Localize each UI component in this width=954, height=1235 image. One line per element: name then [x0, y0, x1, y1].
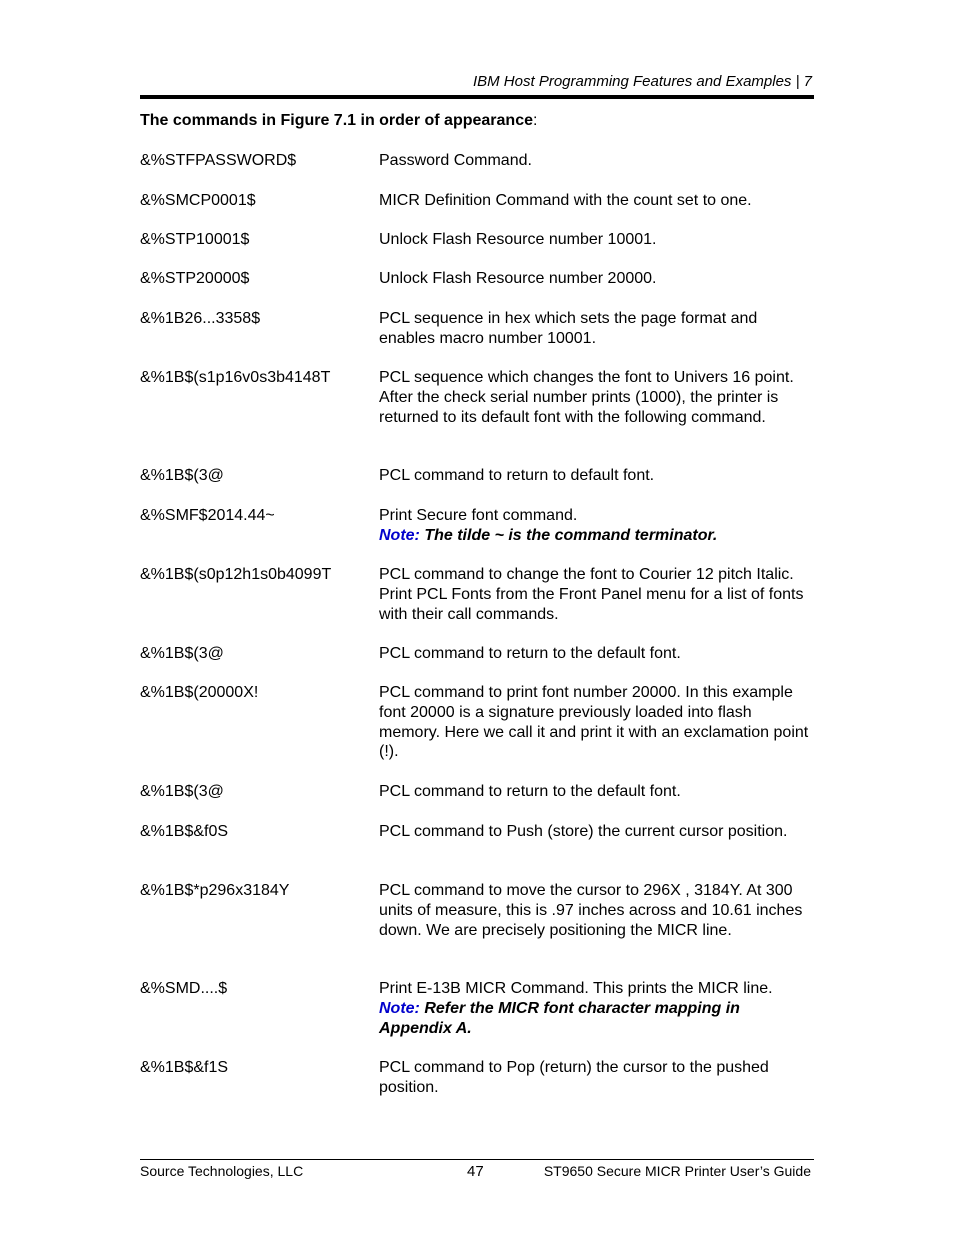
command-description: Unlock Flash Resource number 20000. — [379, 270, 657, 287]
command-code: &%STP20000$ — [140, 270, 250, 287]
command-code: &%1B$(3@ — [140, 467, 224, 484]
command-description: Print E-13B MICR Command. This prints the MICR line. — [379, 980, 773, 997]
command-code: &%SMD....$ — [140, 980, 228, 997]
note-line — [379, 526, 815, 546]
command-description-block — [379, 506, 815, 546]
command-description: Print Secure font command. — [379, 507, 578, 524]
command-description: PCL sequence in hex which sets the page format and enables macro number 10001. — [379, 310, 758, 347]
command-code: &%1B$(3@ — [140, 645, 224, 662]
command-code: &%SMF$2014.44~ — [140, 507, 275, 524]
command-code: &%1B$*p296x3184Y — [140, 882, 290, 899]
footer-doc-title: ST9650 Secure MICR Printer User’s Guide — [543, 1163, 811, 1179]
command-description: PCL sequence which changes the font to Univers 16 point. After the check serial number prints (1000), the printer is returned to its default font with the following command. — [379, 369, 794, 426]
page-number: 47 — [467, 1163, 484, 1180]
command-description: PCL command to print font number 20000. In this example font 20000 is a signature previously loaded into flash memory. Here we call it and print it with an exclamation point (!). — [379, 684, 809, 761]
command-code: &%1B$(s1p16v0s3b4148T — [140, 369, 331, 386]
command-description-block — [379, 979, 815, 1038]
command-description: PCL command to return to default font. — [379, 467, 655, 484]
command-code: &%STP10001$ — [140, 231, 250, 248]
command-code: &%STFPASSWORD$ — [140, 152, 297, 169]
command-code: &%1B$&f0S — [140, 823, 229, 840]
section-heading-suffix: : — [532, 112, 538, 129]
command-description: PCL command to change the font to Courier 12 pitch Italic. Print PCL Fonts from the Front Panel menu for a list of fonts with their call commands. — [379, 566, 804, 623]
command-code: &%1B$&f1S — [140, 1059, 229, 1076]
section-heading-bold: The commands in Figure 7.1 in order of appearance — [140, 112, 533, 129]
command-code: &%1B26...3358$ — [140, 310, 261, 327]
command-description: PCL command to return to the default font. — [379, 645, 681, 662]
note-line — [379, 999, 815, 1039]
note-text: Refer the MICR font character mapping in Appendix A. — [379, 999, 740, 1037]
note-text: The tilde ~ is the command terminator. — [419, 526, 718, 544]
command-code: &%1B$(20000X! — [140, 684, 259, 701]
command-code: &%1B$(3@ — [140, 783, 224, 800]
footer-rule — [140, 1159, 814, 1160]
command-description: PCL command to Pop (return) the cursor to the pushed position. — [379, 1059, 769, 1096]
section-heading — [140, 112, 537, 130]
footer-company: Source Technologies, LLC — [140, 1163, 304, 1179]
command-description: Password Command. — [379, 152, 532, 169]
note-label: Note: — [379, 999, 420, 1017]
note-label: Note: — [379, 526, 420, 544]
command-code: &%SMCP0001$ — [140, 192, 256, 209]
command-description: PCL command to Push (store) the current cursor position. — [379, 823, 788, 840]
command-description: PCL command to return to the default font. — [379, 783, 681, 800]
command-description: Unlock Flash Resource number 10001. — [379, 231, 657, 248]
command-description: MICR Definition Command with the count set to one. — [379, 192, 752, 209]
running-header: IBM Host Programming Features and Examples | 7 — [472, 73, 812, 90]
header-rule — [140, 95, 814, 99]
command-description: PCL command to move the cursor to 296X , 3184Y. At 300 units of measure, this is .97 inches across and 10.61 inches down. We are precisely positioning the MICR line. — [379, 882, 803, 939]
command-code: &%1B$(s0p12h1s0b4099T — [140, 566, 332, 583]
